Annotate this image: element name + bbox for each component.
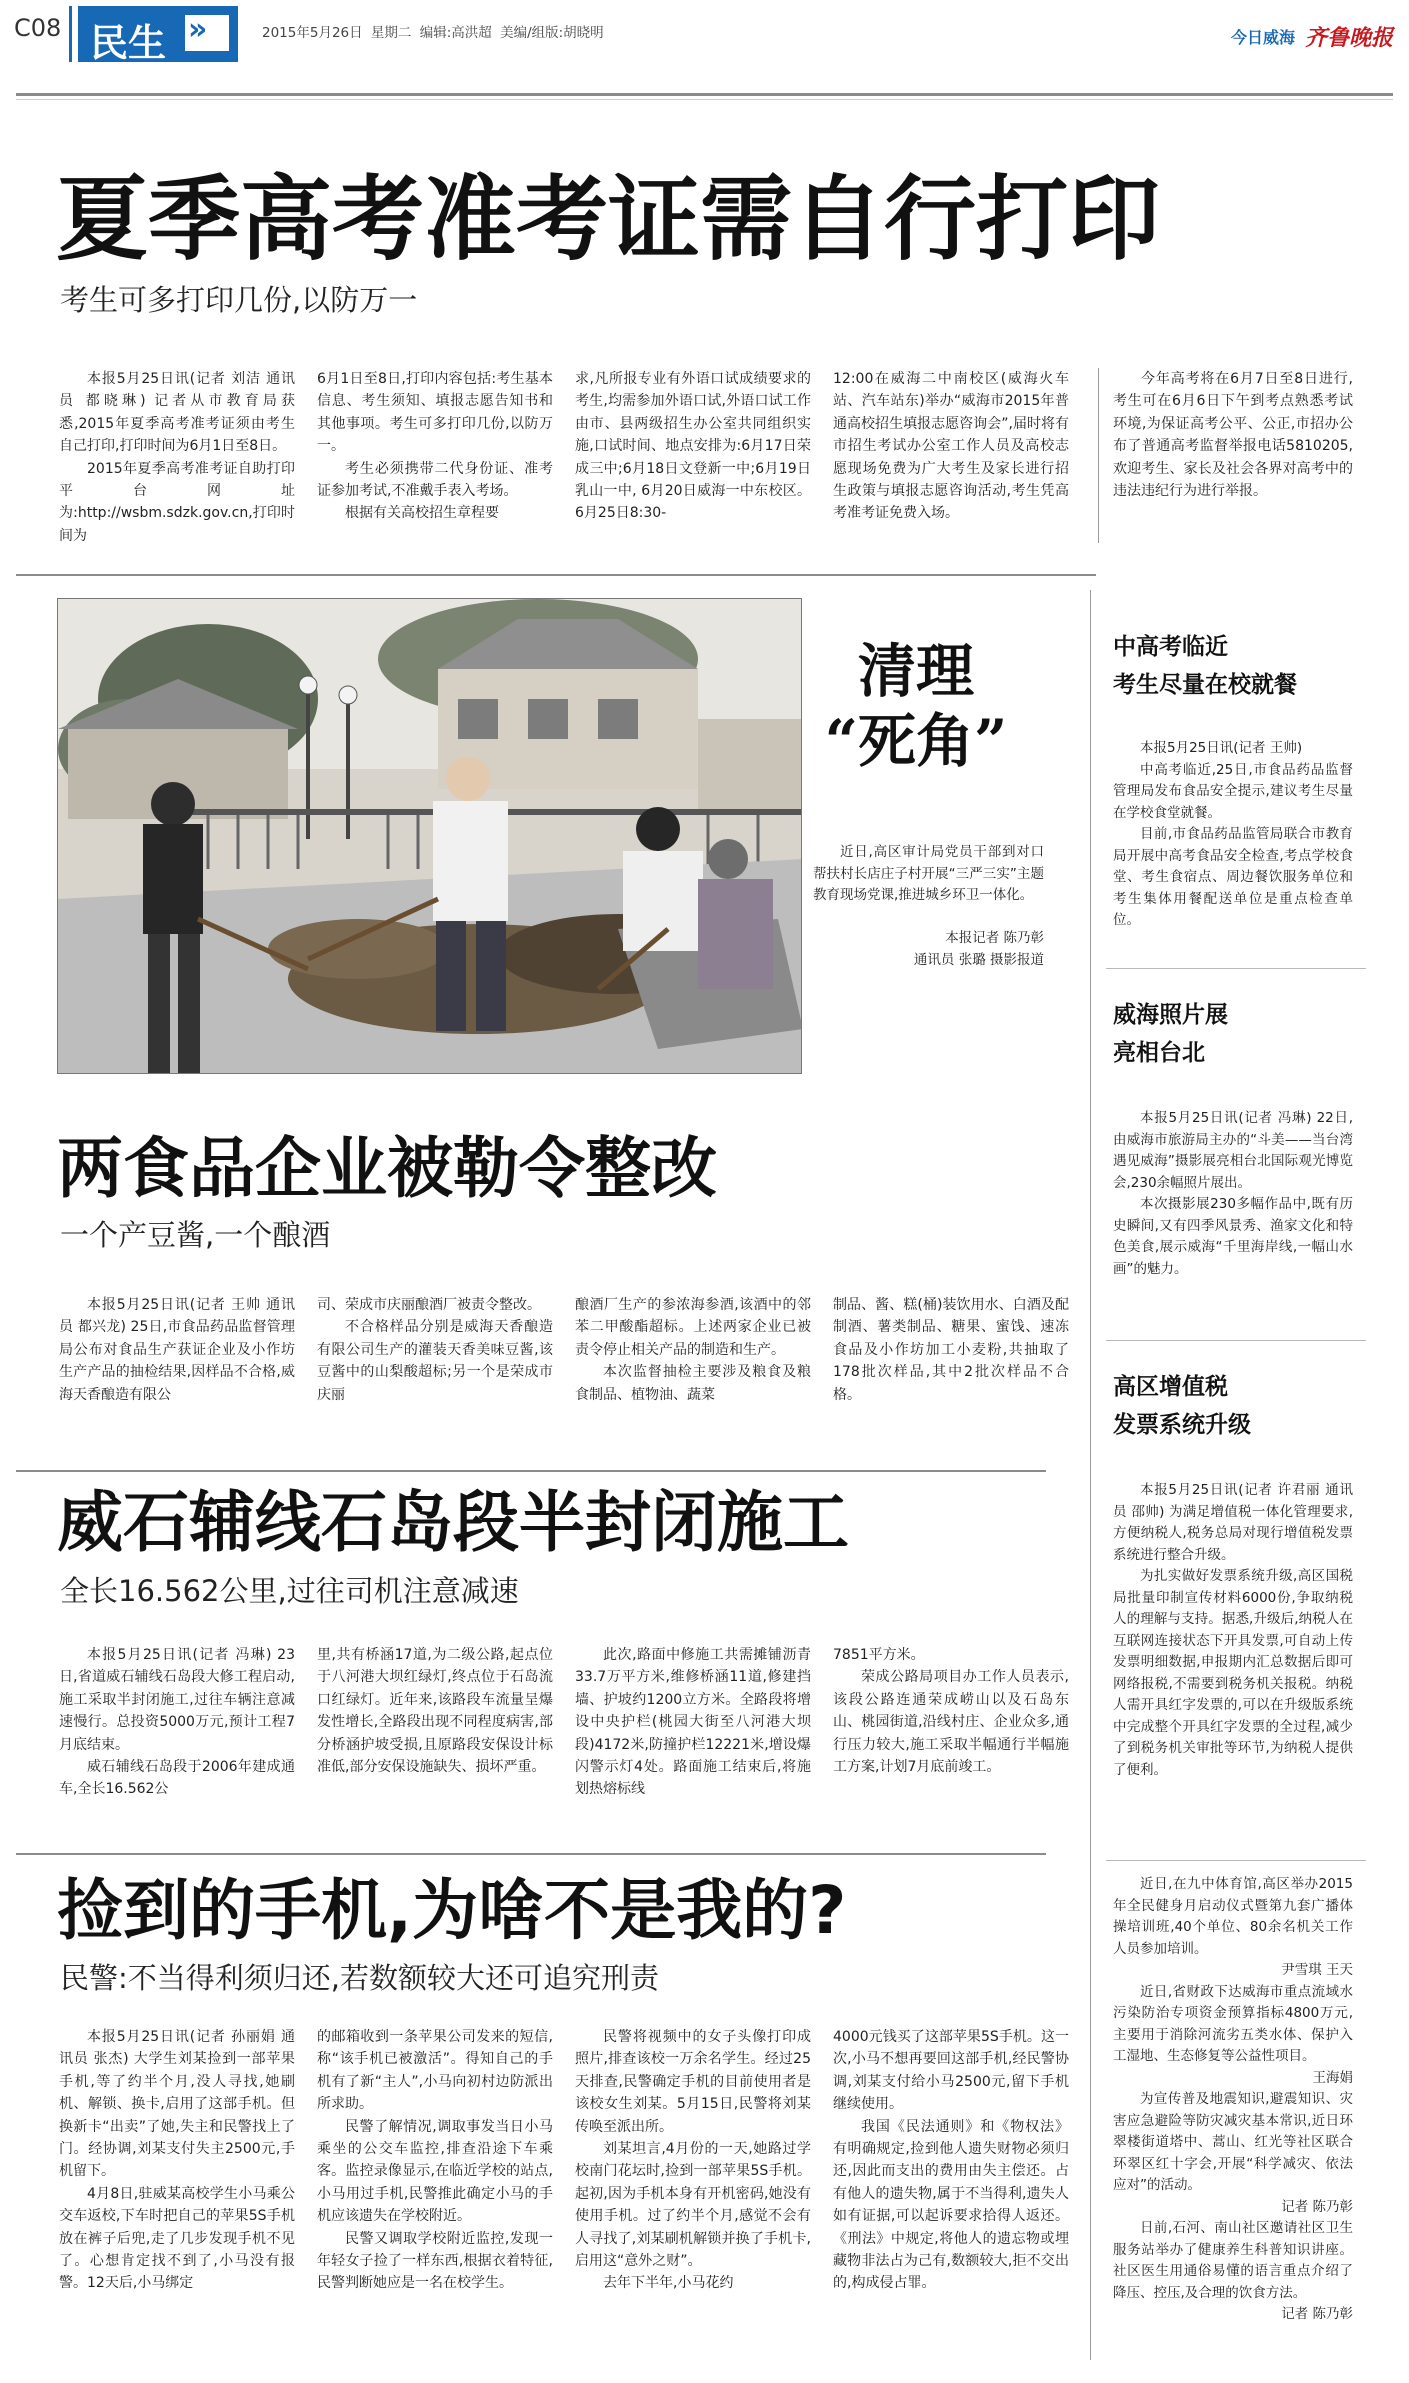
paragraph: 本次摄影展230多幅作品中,既有历史瞬间,又有四季风景秀、渔家文化和特色美食,展示威海“千里海岸线,一幅山水画”的魅力。 <box>1113 1196 1353 1277</box>
paragraph: 求,凡所报专业有外语口试成绩要求的考生,均需参加外语口试,外语口试工作由市、县两级招生办公室共同组织实施,口试时间、地点安排为:6月17日荣成三中;6月18日文登新一中;6月19日乳山一中, 6月20日威海一中东校区。6月25日8:30- <box>575 371 811 522</box>
column-rule <box>1098 368 1099 543</box>
side-story3-title-line1: 高区增值税 <box>1113 1374 1228 1400</box>
paragraph: 为扎实做好发票系统升级,高区国税局批量印制宣传材料6000份,争取纳税人的理解与支持。据悉,升级后,纳税人在互联网连接状态下开具发票,可自动上传发票明细数据,申报期内汇总数据后即可网络报税,不需要到税务机关报税。纳税人需开具红字发票的,可以在升级版系统中完成整个开具红字发票的全过程,减少了到税务机关审批等环节,为纳税人提供了便利。 <box>1113 1568 1353 1778</box>
paragraph: 威石辅线石岛段于2006年建成通车,全长16.562公 <box>59 1759 295 1798</box>
story4-title: 捡到的手机,为啥不是我的? <box>57 1872 847 1949</box>
masthead-rule <box>16 93 1393 96</box>
story1-columns <box>59 368 1069 553</box>
side-column-rule <box>1090 590 1091 2360</box>
newspaper-logo: 齐鲁晚报 <box>1304 24 1393 51</box>
story1-subtitle: 考生可多打印几份,以防万一 <box>60 283 418 317</box>
issue-meta <box>262 21 604 41</box>
section-name: 民生 <box>90 21 167 65</box>
paragraph: 此次,路面中修施工共需摊铺沥青33.7万平方米,维修桥涵11道,修建挡墙、护坡约1200立方米。全路段将增设中央护栏(桃园大街至八河港大坝段)4172米,防撞护栏12221米,增设爆闪警示灯4处。路面施工结束后,将施划热熔标线 <box>575 1647 811 1798</box>
news-photo <box>57 598 802 1074</box>
story3-col4 <box>833 1644 1069 1834</box>
side-briefs <box>1113 1874 1353 2369</box>
paragraph: 制品、酱、糕(桶)装饮用水、白酒及配制酒、薯类制品、糖果、蜜饯、速冻食品及小作坊加工小麦粉,共抽取了178批次样品,其中2批次样品不合格。 <box>833 1297 1069 1403</box>
paragraph: 本报5月25日讯(记者 冯琳) 23日,省道威石辅线石岛段大修工程启动,施工采取半封闭施工,过往车辆注意减速慢行。总投资5000万元,预计工程7月底结束。 <box>59 1647 295 1753</box>
photo-credit <box>813 928 1044 971</box>
paragraph: 酿酒厂生产的参浓海参酒,该酒中的邻苯二甲酸酯超标。上述两家企业已被责令停止相关产品的制造和生产。 <box>575 1297 811 1358</box>
brief-credit: 尹雪琪 王天 <box>1281 1962 1353 1978</box>
story1-col1 <box>59 368 295 553</box>
photo-title-line1: 清理 <box>857 637 974 705</box>
brief-paragraph: 近日,省财政下达威海市重点流域水污染防治专项资金预算指标4800万元,主要用于消除河流劣五类水体、保护入工湿地、生态修复等公益性项目。 <box>1113 1983 1353 2064</box>
story3-col1 <box>59 1644 295 1834</box>
story1-col3 <box>575 368 811 553</box>
page-number-divider <box>69 6 72 62</box>
paragraph: 的邮箱收到一条苹果公司发来的短信,称“该手机已被激活”。得知自己的手机有了新“主人”,小马向初村边防派出所求助。 <box>317 2029 553 2113</box>
issue-editor: 编辑:高洪超 <box>419 25 492 41</box>
side-divider <box>1106 1860 1366 1861</box>
masthead-brand <box>1231 8 1393 64</box>
paragraph: 本报5月25日讯(记者 冯琳) 22日,由威海市旅游局主办的“斗美——当台湾遇见威海”摄影展亮相台北国际观光博览会,230余幅照片展出。 <box>1113 1110 1353 1191</box>
paragraph: 考生必须携带二代身份证、准考证参加考试,不准戴手表入考场。 <box>317 460 553 500</box>
paragraph: 目前,市食品药品监管局联合市教育局开展中高考食品安全检查,考点学校食堂、考生食宿点、周边餐饮服务单位和考生集体用餐配送单位是重点检查单位。 <box>1113 826 1353 928</box>
story2-col1 <box>59 1294 295 1454</box>
brief-paragraph: 日前,石河、南山社区邀请社区卫生服务站举办了健康养生科普知识讲座。社区医生用通俗易懂的语言重点介绍了降压、控压,及合理的饮食方法。 <box>1113 2220 1353 2301</box>
side-divider <box>1106 968 1366 969</box>
paragraph: 民警将视频中的女子头像打印成照片,排查该校一万余名学生。经过25天排查,民警确定手机的目前使用者是该校女生刘某。5月15日,民警将刘某传唤至派出所。 <box>575 2029 811 2135</box>
double-chevron-right-icon: » <box>188 12 208 47</box>
masthead-rule-thin <box>16 99 1393 100</box>
issue-weekday: 星期二 <box>370 25 412 41</box>
story3-col3 <box>575 1644 811 1834</box>
paragraph: 12:00在威海二中南校区(威海火车站、汽车站东)举办“威海市2015年普通高校招生填报志愿咨询会”,届时将有市招生考试办公室工作人员及高校志愿现场免费为广大考生及家长进行招生政策与填报志愿咨询活动,考生凭高考准考证免费入场。 <box>833 371 1069 522</box>
side-story1-title-line2: 考生尽量在校就餐 <box>1113 672 1297 698</box>
paragraph: 6月1日至8日,打印内容包括:考生基本信息、考生须知、填报志愿告知书和其他事项。考生可多打印几份,以防万一。 <box>317 371 553 455</box>
photo-credit-reporter: 本报记者 陈乃彰 <box>945 930 1044 946</box>
brief-paragraph: 近日,在九中体育馆,高区举办2015年全民健身月启动仪式暨第九套广播体操培训班,40个单位、80余名机关工作人员参加培训。 <box>1113 1876 1353 1957</box>
story2-subtitle: 一个产豆酱,一个酿酒 <box>60 1218 331 1252</box>
brief-credit: 记者 陈乃彰 <box>1281 2306 1353 2322</box>
story2-title: 两食品企业被勒令整改 <box>57 1130 717 1207</box>
story4-col3 <box>575 2026 811 2366</box>
paragraph: 里,共有桥涵17道,为二级公路,起点位于八河港大坝红绿灯,终点位于石岛流口红绿灯。近年来,该路段车流量呈爆发性增长,全路段出现不同程度病害,部分桥涵护坡受损,且原路段安保设计标准低,部分安保设施缺失、损坏严重。 <box>317 1647 553 1776</box>
side-story3-body <box>1113 1480 1353 1855</box>
paragraph: 2015年夏季高考准考证自助打印平台网址为:http://wsbm.sdzk.gov.cn,打印时间为 <box>59 460 295 544</box>
side-story2-title <box>1113 996 1373 1072</box>
paragraph: 4000元钱买了这部苹果5S手机。这一次,小马不想再要回这部手机,经民警协调,刘某支付给小马2500元,留下手机继续使用。 <box>833 2029 1069 2113</box>
brief-credit: 记者 陈乃彰 <box>1281 2198 1353 2215</box>
story1-col5 <box>1113 368 1353 553</box>
side-story1-title-line1: 中高考临近 <box>1113 634 1228 660</box>
side-story1-title <box>1113 628 1373 704</box>
side-story2-body <box>1113 1108 1353 1338</box>
paragraph: 民警了解情况,调取事发当日小马乘坐的公交车监控,排查沿途下车乘客。监控录像显示,在临近学校的站点,小马用过手机,民警推此确定小马的手机应该遗失在学校附近。 <box>317 2118 553 2225</box>
side-story3-title-line2: 发票系统升级 <box>1113 1412 1251 1438</box>
paragraph: 中高考临近,25日,市食品药品监督管理局发布食品安全提示,建议考生尽量在学校食堂就餐。 <box>1113 761 1353 821</box>
paragraph: 刘某坦言,4月份的一天,她路过学校南门花坛时,捡到一部苹果5S手机。起初,因为手机本身有开机密码,她没有使用手机。过了约半个月,感觉不会有人寻找了,刘某刷机解锁并换了手机卡,启用这“意外之财”。 <box>575 2141 811 2270</box>
story-rule <box>16 1470 1046 1472</box>
story-rule <box>16 574 1096 576</box>
today-weihai-label: 今日威海 <box>1230 27 1295 47</box>
paragraph: 去年下半年,小马花约 <box>603 2275 734 2292</box>
paragraph: 本报5月25日讯(记者 许君丽 通讯员 邵帅) 为满足增值税一体化管理要求,方便纳税人,税务总局对现行增值税发票系统进行整合升级。 <box>1113 1482 1353 1563</box>
paragraph: 司、荣成市庆丽酿酒厂被责令整改。 <box>317 1297 541 1313</box>
paragraph: 今年高考将在6月7日至8日进行,考生可在6月6日下午到考点熟悉考试环境,为保证高考公平、公正,市招办公布了普通高考监督举报电话5810205,欢迎考生、家长及社会各界对高考中的违法违纪行为进行举报。 <box>1113 371 1353 500</box>
story4-col1 <box>59 2026 295 2366</box>
story2-col4 <box>833 1294 1069 1454</box>
photo-title-line2: “死角” <box>824 707 1008 775</box>
paragraph: 7851平方米。 <box>833 1647 925 1663</box>
story1-col4 <box>833 368 1069 553</box>
story2-columns <box>59 1294 1069 1454</box>
brief-credit: 王海娟 <box>1312 2069 1353 2086</box>
brief-paragraph: 为宣传普及地震知识,避震知识、灾害应急避险等防灾减灾基本常识,近日环翠楼街道塔中、蒿山、红光等社区联合环翠区红十字会,开展“科学减灾、依法应对”的活动。 <box>1113 2091 1353 2193</box>
story2-col3 <box>575 1294 811 1454</box>
paragraph: 本报5月25日讯(记者 刘洁 通讯员 都晓琳) 记者从市教育局获悉,2015年夏季高考准考证须由考生自己打印,打印时间为6月1日至8日。 <box>59 371 295 455</box>
story2-col2 <box>317 1294 553 1454</box>
story4-columns <box>59 2026 1069 2366</box>
story1-col2 <box>317 368 553 553</box>
paragraph: 根据有关高校招生章程要 <box>345 505 499 522</box>
paragraph: 不合格样品分别是威海天香酿造有限公司生产的灌装天香美味豆酱,该豆酱中的山梨酸超标;另一个是荣成市庆丽 <box>317 1319 553 1403</box>
page-masthead <box>0 0 1409 80</box>
paragraph: 本报5月25日讯(记者 王帅) <box>1140 740 1303 756</box>
cleanup-photo-illustration <box>58 599 802 1074</box>
story3-columns <box>59 1644 1069 1834</box>
story3-col2 <box>317 1644 553 1834</box>
issue-date: 2015年5月26日 <box>262 25 363 41</box>
paragraph: 本次监督抽检主要涉及粮食及粮食制品、植物油、蔬菜 <box>575 1364 811 1403</box>
photo-credit-correspondent: 通讯员 张璐 摄影报道 <box>913 951 1044 968</box>
side-story2-title-line2: 亮相台北 <box>1113 1040 1205 1066</box>
paragraph: 我国《民法通则》和《物权法》有明确规定,捡到他人遗失财物必须归还,因此而支出的费用由失主偿还。占有他人的遗失物,属于不当得利,遗失人如有证据,可以起诉要求拾得人返还。《刑法》中规定,将他人的遗忘物或埋藏物非法占为己有,数额较大,拒不交出的,构成侵占罪。 <box>833 2118 1069 2292</box>
story-rule <box>16 1853 1046 1855</box>
side-divider <box>1106 1340 1366 1341</box>
paragraph: 本报5月25日讯(记者 孙丽娟 通讯员 张杰) 大学生刘某捡到一部苹果手机,等了约半个月,没人寻找,她刷机、解锁、换卡,启用了这部手机。但换新卡“出卖”了她,失主和民警找上了门。经协调,刘某支付失主2500元,手机留下。 <box>59 2029 295 2180</box>
side-story2-title-line1: 威海照片展 <box>1113 1002 1228 1028</box>
side-story3-title <box>1113 1368 1373 1444</box>
side-story1-body <box>1113 738 1353 958</box>
story4-subtitle: 民警:不当得利须归还,若数额较大还可追究刑责 <box>60 1961 659 1995</box>
paragraph: 荣成公路局项目办工作人员表示,该段公路连通荣成崂山以及石岛东山、桃园街道,沿线村庄、企业众多,通行压力较大,施工采取半幅通行半幅施工方案,计划7月底前竣工。 <box>833 1669 1069 1776</box>
photo-caption <box>813 842 1044 907</box>
issue-designer: 美编/组版:胡晓明 <box>500 25 604 41</box>
paragraph: 民警又调取学校附近监控,发现一年轻女子捡了一样东西,根据衣着特征,民警判断她应是一名在校学生。 <box>317 2230 553 2292</box>
story1-title: 夏季高考准考证需自行打印 <box>56 166 1161 273</box>
photo-title <box>806 636 1026 776</box>
story4-col4 <box>833 2026 1069 2366</box>
paragraph: 4月8日,驻威某高校学生小马乘公交车返校,下车时把自己的苹果5S手机放在裤子后兜,走了几步发现手机不见了。心想肯定找不到了,小马没有报警。12天后,小马绑定 <box>59 2185 295 2292</box>
paragraph: 本报5月25日讯(记者 王帅 通讯员 都兴龙) 25日,市食品药品监督管理局公布对食品生产获证企业及小作坊生产产品的抽检结果,因样品不合格,威海天香酿造有限公 <box>59 1297 295 1403</box>
story3-title: 威石辅线石岛段半封闭施工 <box>57 1484 849 1561</box>
story4-col2 <box>317 2026 553 2366</box>
caption-paragraph: 近日,高区审计局党员干部到对口帮扶村长店庄子村开展“三严三实”主题教育现场党课,推进城乡环卫一体化。 <box>813 844 1044 903</box>
story3-subtitle: 全长16.562公里,过往司机注意减速 <box>60 1574 519 1608</box>
page-number: C08 <box>14 14 62 42</box>
